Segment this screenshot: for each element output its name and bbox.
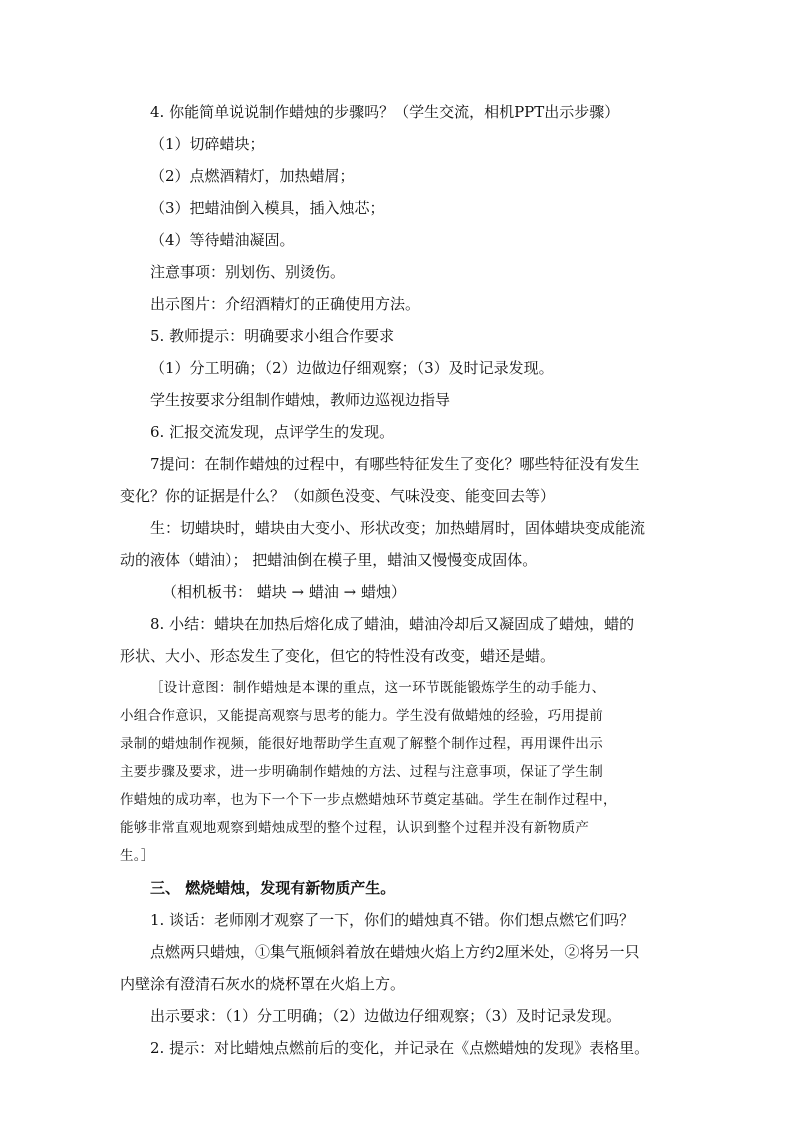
text-line: 点燃两只蜡烛，①集气瓶倾斜着放在蜡烛火焰上方约2厘米处，②将另一只 (150, 943, 640, 961)
text-line: 三、 燃烧蜡烛，发现有新物质产生。 (150, 879, 396, 897)
text-line: 学生按要求分组制作蜡烛，教师边巡视边指导 (150, 391, 451, 409)
text-line: 出示要求：（1）分工明确；（2）边做边仔细观察；（3）及时记录发现。 (150, 1007, 622, 1025)
text-line: （2）点燃酒精灯，加热蜡屑； (150, 167, 355, 185)
text-line: 变化？你的证据是什么？（如颜色没变、气味没变、能变回去等） (120, 487, 556, 505)
text-line: 6. 汇报交流发现，点评学生的发现。 (150, 423, 395, 441)
text-line: ［设计意图：制作蜡烛是本课的重点，这一环节既能锻炼学生的动手能力、 (150, 680, 606, 696)
text-line: （1）切碎蜡块； (150, 135, 265, 153)
text-line: （3）把蜡油倒入模具，插入烛芯； (150, 199, 385, 217)
text-line: 小组合作意识，又能提高观察与思考的能力。学生没有做蜡烛的经验，巧用提前 (120, 708, 603, 724)
text-line: 1. 谈话：老师刚才观察了一下，你们的蜡烛真不错。你们想点燃它们吗？ (150, 911, 635, 929)
text-line: 7提问：在制作蜡烛的过程中，有哪些特征发生了变化？哪些特征没有发生 (150, 455, 640, 473)
text-line: 生。］ (120, 848, 155, 864)
text-line: 注意事项：别划伤、别烫伤。 (150, 263, 346, 281)
text-line: 主要步骤及要求，进一步明确制作蜡烛的方法、过程与注意事项，保证了学生制 (120, 764, 603, 780)
text-line: 作蜡烛的成功率，也为下一个下一步点燃蜡烛环节奠定基础。学生在制作过程中， (120, 792, 617, 808)
text-line: 8. 小结：蜡块在加热后熔化成了蜡油，蜡油冷却后又凝固成了蜡烛，蜡的 (150, 615, 635, 633)
text-line: 形状、大小、形态发生了变化，但它的特性没有改变，蜡还是蜡。 (120, 647, 556, 665)
text-line: 动的液体（蜡油）； 把蜡油倒在模子里，蜡油又慢慢变成固体。 (120, 551, 538, 569)
text-line: 能够非常直观地观察到蜡烛成型的整个过程，认识到整个过程并没有新物质产 (120, 820, 590, 836)
text-line: （4）等待蜡油凝固。 (150, 231, 295, 249)
text-line: 5. 教师提示：明确要求小组合作要求 (150, 327, 395, 345)
text-line: 录制的蜡烛制作视频，能很好地帮助学生直观了解整个制作过程，再用课件出示 (120, 736, 603, 752)
text-line: （相机板书： 蜡块 → 蜡油 → 蜡烛） (162, 583, 406, 601)
text-line: （1）分工明确；（2）边做边仔细观察；（3）及时记录发现。 (150, 359, 554, 377)
text-line: 出示图片：介绍酒精灯的正确使用方法。 (150, 295, 421, 313)
text-line: 4. 你能简单说说制作蜡烛的步骤吗？（学生交流，相机PPT出示步骤） (150, 103, 620, 121)
text-line: 内壁涂有澄清石灰水的烧杯罩在火焰上方。 (120, 975, 406, 993)
text-line: 2. 提示：对比蜡烛点燃前后的变化，并记录在《点燃蜡烛的发现》表格里。 (150, 1039, 650, 1057)
text-line: 生：切蜡块时，蜡块由大变小、形状改变；加热蜡屑时，固体蜡块变成能流 (150, 519, 646, 537)
